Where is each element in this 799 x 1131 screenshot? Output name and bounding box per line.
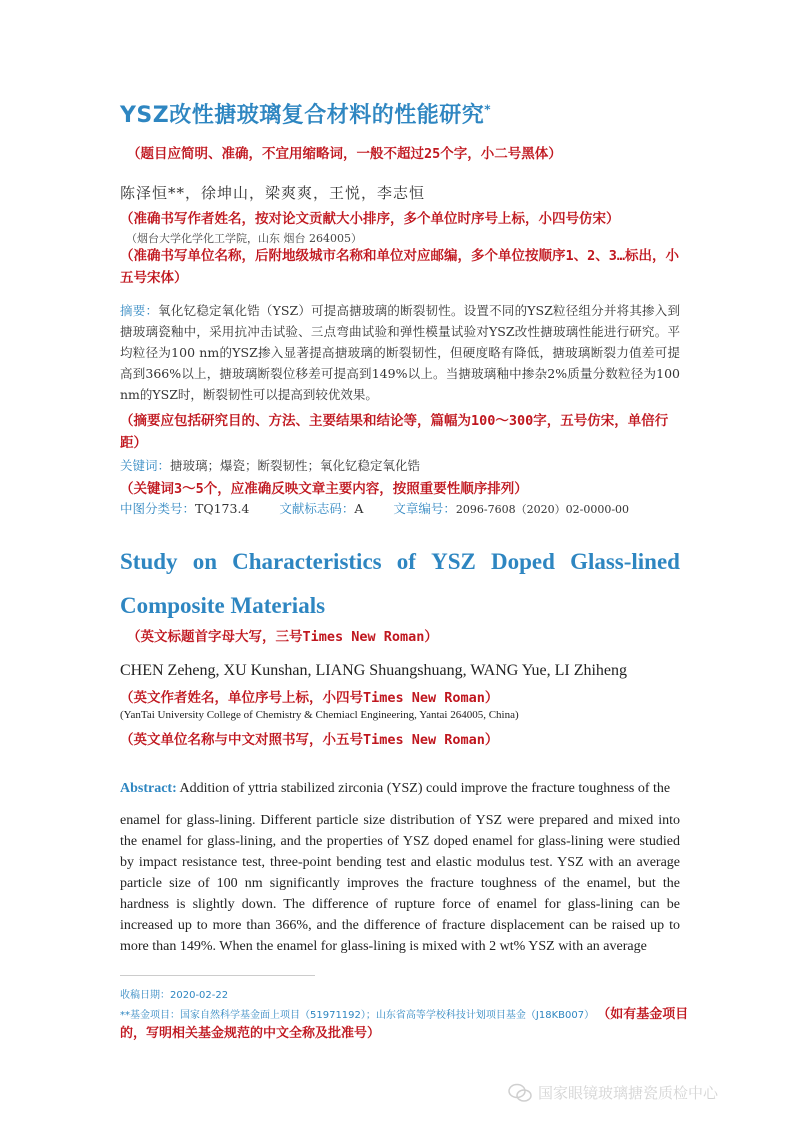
abstract-cn-text: 氧化钇稳定氧化锆（YSZ）可提高搪玻璃的断裂韧性。设置不同的YSZ粒径组分并将其掺入到搪玻璃瓷釉中，采用抗冲击试验、三点弯曲试验和弹性模量试验对YSZ改性搪玻璃性能进行研究。平均粒径为100 nm的YSZ掺入显著提高搪玻璃的断裂韧性，但硬度略有降低，搪玻璃断裂力值差可提高到366%以上，搪玻璃断裂位移差可提高到149%以上。当搪玻璃釉中掺杂2%质量分数粒径为100 nm的YSZ时，断裂韧性可以提高到较优效果。 bbox=[120, 303, 680, 402]
title-en-word: YSZ bbox=[431, 549, 476, 574]
footnote-divider bbox=[120, 975, 315, 976]
clc-label: 中图分类号： bbox=[120, 501, 196, 516]
note-fund-1: （如有基金项目 bbox=[597, 1007, 689, 1022]
authors-en: CHEN Zeheng, XU Kunshan, LIANG Shuangshuang, WANG Yue, LI Zhiheng bbox=[120, 662, 628, 679]
note-affiliation: （准确书写单位名称，后附地级城市名称和单位对应邮编，多个单位按顺序1、2、3…标出，小五号宋体） bbox=[120, 248, 680, 286]
classification-line bbox=[120, 499, 680, 517]
abstract-en-text: enamel for glass-lining. Different particle size distribution of YSZ were prepared and mixed into the enamel for glass-lining, and the properties of YSZ doped enamel for glass-lining were studied by impact resistance test, three-point bending test and elastic modulus test. YSZ with an average particle size of 100 nm significantly improves the fracture toughness of the enamel, but the hardness is slightly down. The difference of rupture force of enamel for glass-lining can be increased up to more than 366%, and the difference of fracture displacement can be raised up to more than 149%. When the enamel for glass-lining is mixed with 2 wt% YSZ with an average bbox=[120, 813, 680, 954]
clc-value: TQ173.4 bbox=[195, 501, 250, 516]
doc-code-value: A bbox=[354, 501, 364, 516]
abstract-en-first-line: Abstract: Addition of yttria stabilized zirconia (YSZ) could improve the fracture toughness of the bbox=[120, 781, 671, 796]
title-en-word: Glass-lined bbox=[570, 549, 680, 574]
title-en-word: Characteristics bbox=[232, 549, 382, 574]
title-en-line1 bbox=[120, 540, 680, 584]
note-title: （题目应简明、准确，不宜用缩略词，一般不超过25个字，小二号黑体） bbox=[127, 146, 562, 162]
affiliation-cn: （烟台大学化学化工学院，山东 烟台 264005） bbox=[126, 232, 362, 245]
keywords-label: 关键词： bbox=[120, 458, 171, 473]
note-affiliation-en: （英文单位名称与中文对照书写，小五号Times New Roman） bbox=[120, 732, 499, 748]
fund-line: **基金项目：国家自然科学基金面上项目（51971192）；山东省高等学校科技计划项目基金（J18KB007） （如有基金项目 bbox=[120, 1007, 689, 1022]
title-en-word: Doped bbox=[491, 549, 555, 574]
received-date: 收稿日期：2020-02-22 bbox=[120, 990, 229, 1001]
abstract-cn bbox=[120, 300, 680, 405]
title-en-line2: Composite Materials bbox=[120, 593, 326, 618]
page-title-cn: YSZ改性搪玻璃复合材料的性能研究* bbox=[120, 102, 492, 128]
note-authors: （准确书写作者姓名，按对论文贡献大小排序，多个单位时序号上标，小四号仿宋） bbox=[120, 211, 620, 227]
note-authors-en: （英文作者姓名，单位序号上标，小四号Times New Roman） bbox=[120, 690, 499, 706]
abstract-en-label: Abstract: bbox=[120, 781, 177, 796]
watermark: 国家眼镜玻璃搪瓷质检中心 bbox=[508, 1082, 718, 1103]
note-fund-2: 的，写明相关基金规范的中文全称及批准号） bbox=[120, 1026, 381, 1041]
note-abstract: （摘要应包括研究目的、方法、主要结果和结论等，篇幅为100～300字，五号仿宋，单倍行距） bbox=[120, 413, 669, 451]
page-title-en bbox=[120, 540, 680, 628]
title-en-word: of bbox=[396, 549, 416, 574]
keywords-cn bbox=[120, 456, 680, 474]
article-no-value: 2096-7608（2020）02-0000-00 bbox=[455, 503, 630, 516]
authors-cn: 陈泽恒**，徐坤山，梁爽爽，王悦，李志恒 bbox=[120, 184, 426, 202]
article-no-label: 文章编号： bbox=[393, 501, 456, 516]
title-en-word: on bbox=[192, 549, 217, 574]
note-title-en: （英文标题首字母大写，三号Times New Roman） bbox=[127, 629, 438, 645]
note-keywords: （关键词3～5个，应准确反映文章主要内容，按照重要性顺序排列） bbox=[120, 481, 528, 497]
wechat-icon bbox=[508, 1083, 532, 1103]
abstract-cn-label: 摘要： bbox=[120, 303, 159, 318]
affiliation-en: (YanTai University College of Chemistry & Chemiacl Engineering, Yantai 264005, China) bbox=[120, 709, 519, 721]
abstract-en bbox=[120, 778, 680, 957]
doc-code-label: 文献标志码： bbox=[279, 501, 355, 516]
keywords-text: 搪玻璃；爆瓷；断裂韧性；氧化钇稳定氧化锆 bbox=[170, 458, 421, 473]
title-en-word: Study bbox=[120, 549, 178, 574]
